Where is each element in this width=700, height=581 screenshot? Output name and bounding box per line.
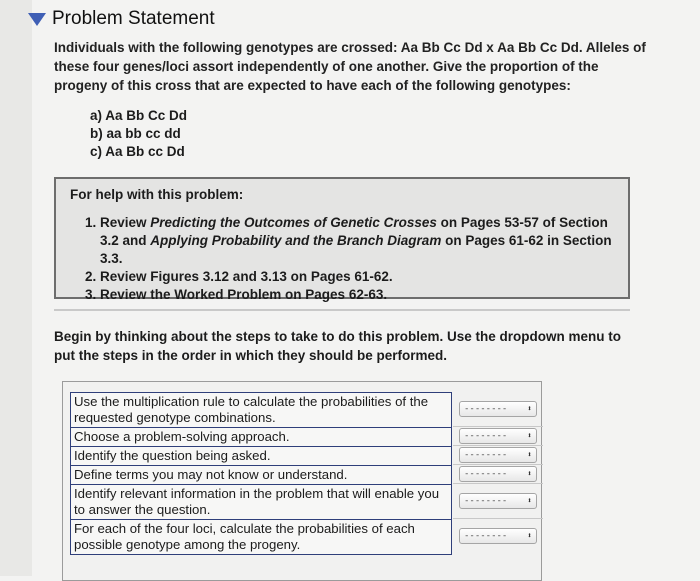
step-row: Use the multiplication rule to calculate the probabilities of the requested genotype combinations. (71, 393, 451, 428)
help-list (70, 214, 614, 304)
genotype-c: c) Aa Bb cc Dd (90, 144, 185, 159)
dropdown-value: -------- (464, 431, 508, 441)
step-order-dropdown[interactable] (459, 447, 537, 463)
dropdown-cell (453, 446, 543, 465)
help-item-1-e: on Pages 61-62 in Section 3.3. (100, 233, 612, 266)
help-item-1-a: Review (100, 215, 151, 230)
dropdown-cell (453, 427, 543, 446)
problem-content (28, 6, 683, 581)
step-order-dropdown[interactable] (459, 466, 537, 482)
help-item-1 (100, 214, 614, 268)
help-item-3: 3. Review the Worked Problem on Pages 62-63. (100, 286, 614, 304)
step-order-dropdown[interactable] (459, 493, 537, 509)
dropdown-value: -------- (464, 404, 508, 414)
help-item-2: 2. Review Figures 3.12 and 3.13 on Pages 61-62. (100, 268, 614, 286)
up-down-chevron-icon: ⬍ (527, 531, 532, 540)
dropdown-cell (453, 465, 543, 484)
step-order-dropdown[interactable] (459, 401, 537, 417)
up-down-chevron-icon: ⬍ (527, 450, 532, 459)
step-row: Define terms you may not know or understand. (71, 466, 451, 485)
help-item-1-c: on Pages 53-57 of Section 3.2 and (100, 215, 608, 248)
dropdown-column (453, 392, 543, 553)
ordering-prompt: Begin by thinking about the steps to take to do this problem. Use the dropdown menu to put the steps in the order in which they should be performed. (54, 329, 622, 363)
genotype-list (90, 107, 683, 161)
dropdown-value: -------- (464, 450, 508, 460)
dropdown-cell (453, 392, 543, 427)
step-order-dropdown[interactable] (459, 428, 537, 444)
step-row: Identify relevant information in the problem that will enable you to answer the question. (71, 485, 451, 520)
dropdown-value: -------- (464, 531, 508, 541)
dropdown-cell (453, 519, 543, 553)
up-down-chevron-icon: ⬍ (527, 404, 532, 413)
help-box (54, 177, 630, 302)
step-row: Identify the question being asked. (71, 447, 451, 466)
steps-table (70, 392, 452, 555)
step-row: Choose a problem-solving approach. (71, 428, 451, 447)
dropdown-value: -------- (464, 469, 508, 479)
step-order-dropdown[interactable] (459, 528, 537, 544)
dropdown-cell (453, 484, 543, 519)
up-down-chevron-icon: ⬍ (527, 496, 532, 505)
genotype-b: b) aa bb cc dd (90, 126, 181, 141)
disclosure-triangle-icon[interactable] (28, 13, 46, 26)
up-down-chevron-icon: ⬍ (527, 469, 532, 478)
step-row: For each of the four loci, calculate the probabilities of each possible genotype among the progeny. (74, 521, 415, 552)
problem-statement: Individuals with the following genotypes are crossed: Aa Bb Cc Dd x Aa Bb Cc Dd. Alleles of these four genes/loci assort independently of one another. Give the proportion of the progeny of this cross that are expected to have each of the following genotypes: (54, 40, 646, 93)
problem-title: Problem Statement (52, 8, 215, 29)
section-divider (54, 309, 630, 311)
help-item-1-d: Applying Probability and the Branch Diagram (150, 233, 442, 248)
genotype-a: a) Aa Bb Cc Dd (90, 108, 188, 123)
problem-header[interactable] (28, 6, 683, 32)
help-item-1-b: Predicting the Outcomes of Genetic Crosses (150, 215, 437, 230)
ordering-panel (62, 381, 542, 581)
up-down-chevron-icon: ⬍ (527, 431, 532, 440)
dropdown-value: -------- (464, 496, 508, 506)
help-title: For help with this problem: (70, 187, 244, 202)
